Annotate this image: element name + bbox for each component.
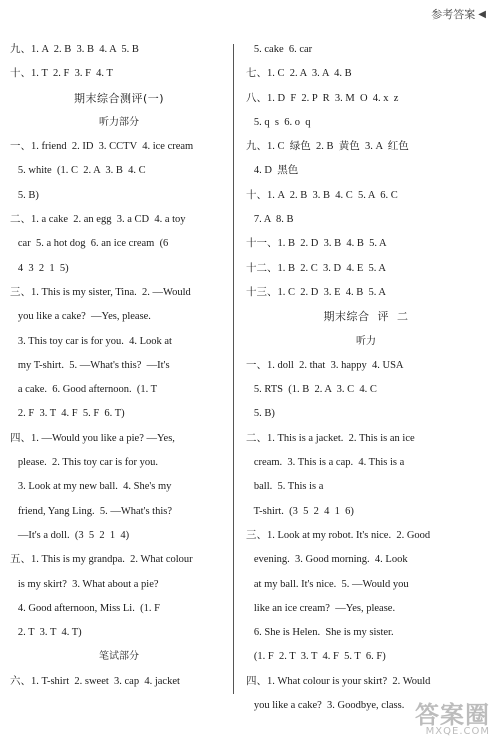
answer-line: 十三、1. C 2. D 3. E 4. B 5. A [246,286,387,298]
answer-line: friend, Yang Ling. 5. —What's this? [10,505,173,517]
answer-line: 3. This toy car is for you. 4. Look at [10,335,172,347]
answer-line: evening. 3. Good morning. 4. Look [246,554,408,566]
answer-line: a cake. 6. Good afternoon. (1. T [10,384,158,396]
answer-line: 5. B) [246,408,275,420]
answer-line: 九、1. C 绿色 2. B 黄色 3. A 红色 [246,141,409,153]
answer-line: 七、1. C 2. A 3. A 4. B [246,68,352,80]
answer-line: 五、1. This is my grandpa. 2. What colour [10,554,193,566]
answer-line: like an ice cream? —Yes, please. [246,602,396,614]
section-subtitle: 听力 [356,335,376,347]
answer-line: 3. Look at my new ball. 4. She's my [10,481,172,493]
column-divider [233,44,234,694]
answer-line: car 5. a hot dog 6. an ice cream (6 [10,238,169,250]
answer-line: is my skirt? 3. What about a pie? [10,578,159,590]
section-title: 期末综合测评(一) [73,91,165,105]
answer-line: 4 3 2 1 5) [10,262,69,274]
watermark-small-text: MXQE.COM [425,726,490,737]
answer-line: 5. cake 6. car [246,44,313,55]
answer-line: 7. A 8. B [246,214,294,226]
answer-line: 2. T 3. T 4. T) [10,627,82,639]
answer-line: 5. white (1. C 2. A 3. B 4. C [10,165,146,177]
answer-line: 4. D 黑色 [246,165,299,177]
answer-line: my T-shirt. 5. —What's this? —It's [10,359,170,371]
section-subtitle: 听力部分 [99,116,139,128]
answer-line: 一、1. friend 2. ID 3. CCTV 4. ice cream [10,141,194,153]
answer-line: you like a cake? 3. Goodbye, class. [246,700,405,712]
answer-line: 四、1. —Would you like a pie? —Yes, [10,432,175,444]
answer-line: 二、1. This is a jacket. 2. This is an ice [246,432,415,444]
answer-line: 一、1. doll 2. that 3. happy 4. USA [246,359,404,371]
answer-line: 四、1. What colour is your skirt? 2. Would [246,675,431,687]
left-arrow-icon: ◀ [478,8,486,20]
answer-line: please. 2. This toy car is for you. [10,457,158,469]
section-title: 期末综合 评 二 [323,310,409,324]
answer-line: 5. B) [10,189,39,201]
answer-line: 三、1. This is my sister, Tina. 2. —Would [10,286,191,298]
answer-line: 二、1. a cake 2. an egg 3. a CD 4. a toy [10,214,186,226]
answer-line: 十、1. T 2. F 3. F 4. T [10,68,113,80]
header-label [431,6,486,22]
answer-line: cream. 3. This is a cap. 4. This is a [246,457,405,469]
answer-line: 十二、1. B 2. C 3. D 4. E 5. A [246,262,387,274]
answer-line: 八、1. D F 2. P R 3. M O 4. x z [246,92,399,104]
answer-line: 5. q s 6. o q [246,116,311,128]
answer-line: 十一、1. B 2. D 3. B 4. B 5. A [246,238,387,250]
right-column [246,38,486,718]
answer-line: 六、1. T-shirt 2. sweet 3. cap 4. jacket [10,675,180,687]
answer-line: 5. RTS (1. B 2. A 3. C 4. C [246,384,377,396]
answer-line: ball. 5. This is a [246,481,324,493]
left-column [10,38,228,694]
answer-line: —It's a doll. (3 5 2 1 4) [10,529,130,541]
answer-line: at my ball. It's nice. 5. —Would you [246,578,409,590]
answer-line: (1. F 2. T 3. T 4. F 5. T 6. F) [246,651,386,663]
answer-line: 2. F 3. T 4. F 5. F 6. T) [10,408,125,420]
answer-line: you like a cake? —Yes, please. [10,311,151,323]
answer-line: 九、1. A 2. B 3. B 4. A 5. B [10,44,139,55]
answer-line: 4. Good afternoon, Miss Li. (1. F [10,602,160,614]
watermark-logo [415,703,490,737]
answer-line: 6. She is Helen. She is my sister. [246,627,394,639]
header-text: 参考答案 [431,8,476,21]
section-subtitle: 笔试部分 [99,651,139,663]
watermark-big-text: 答案圈 [415,701,490,729]
answer-line: 三、1. Look at my robot. It's nice. 2. Good [246,529,431,541]
answer-line: T-shirt. (3 5 2 4 1 6) [246,505,354,517]
answer-line: 十、1. A 2. B 3. B 4. C 5. A 6. C [246,189,398,201]
